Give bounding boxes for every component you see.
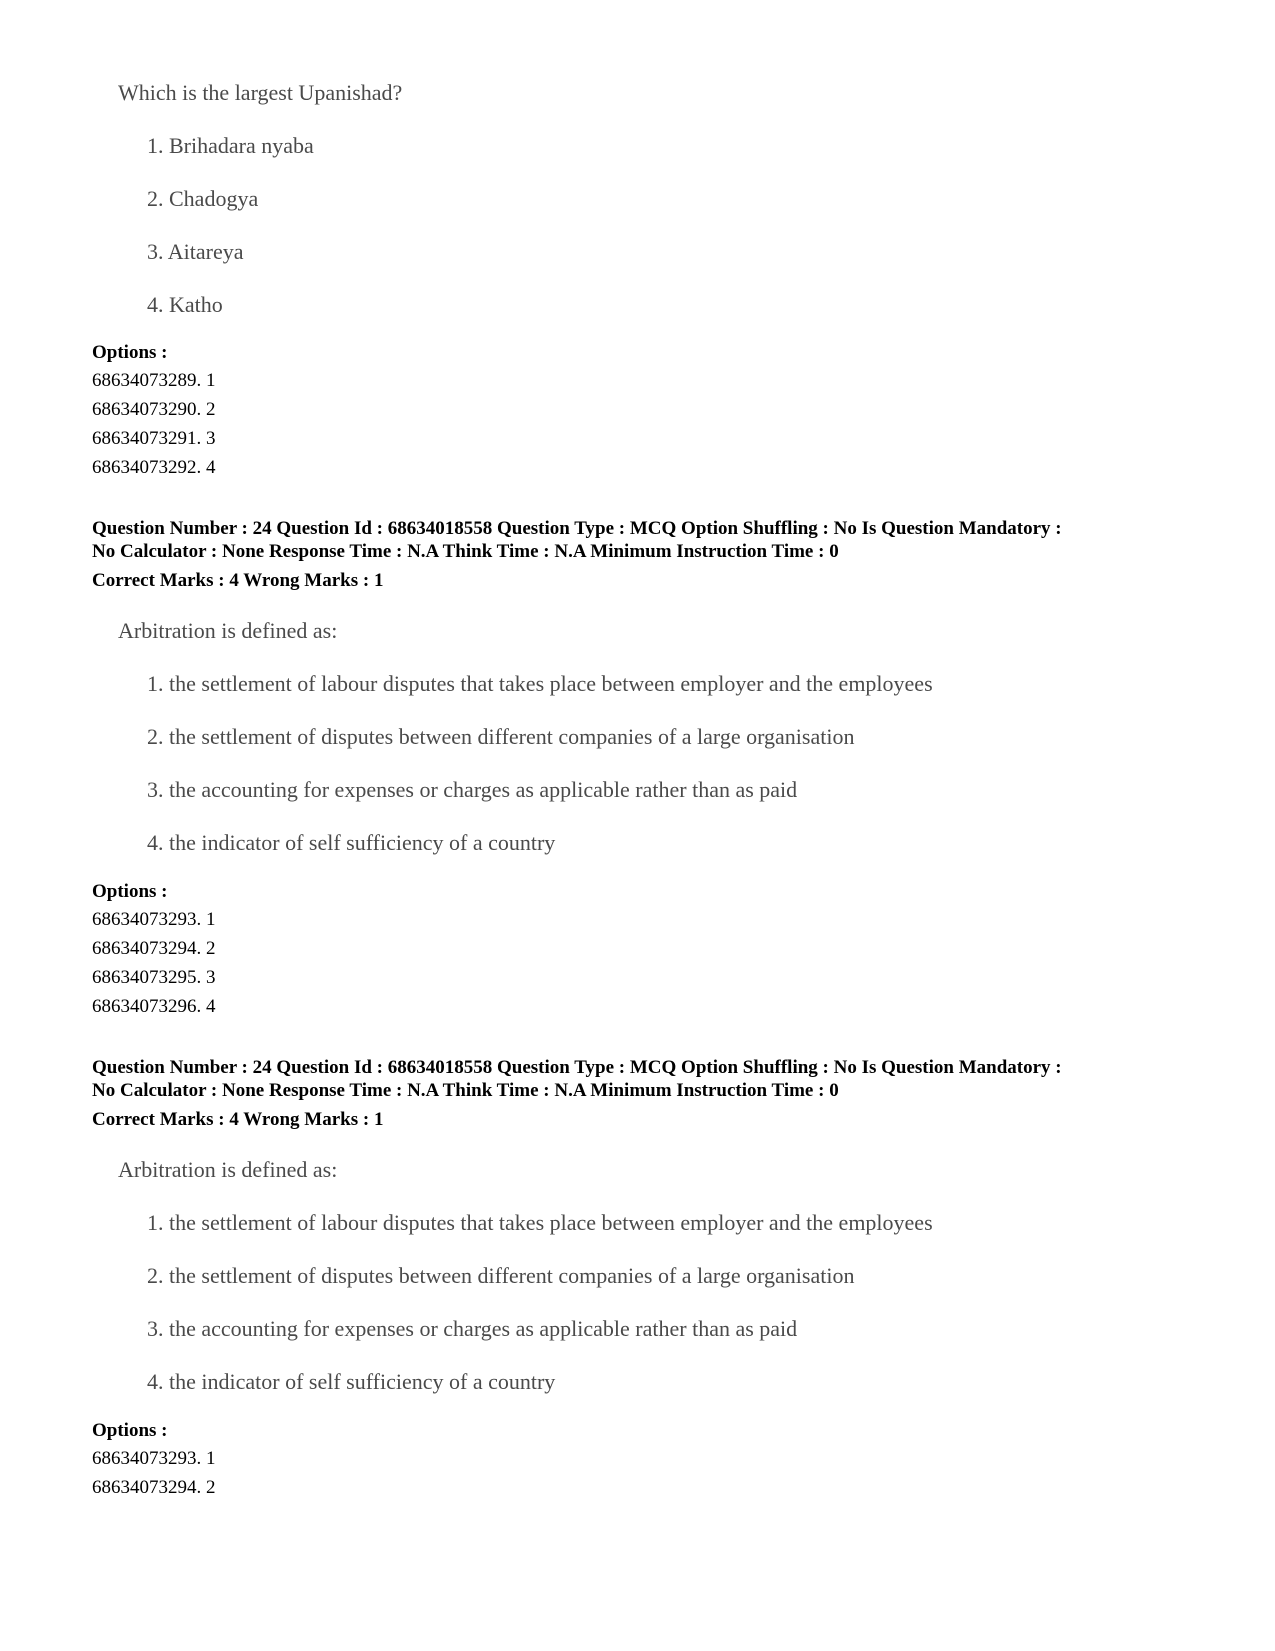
option-id: 68634073293. 1 [92, 909, 216, 930]
answer-choice: 2. the settlement of disputes between different companies of a large organisation [147, 724, 855, 749]
question-meta: No Calculator : None Response Time : N.A Think Time : N.A Minimum Instruction Time : 0 [92, 1080, 839, 1101]
option-id: 68634073289. 1 [92, 370, 216, 391]
answer-choice: 3. the accounting for expenses or charges as applicable rather than as paid [147, 1316, 798, 1341]
option-id: 68634073290. 2 [92, 399, 216, 420]
option-id: 68634073292. 4 [92, 457, 216, 478]
option-id: 68634073293. 1 [92, 1448, 216, 1469]
question-meta: Question Number : 24 Question Id : 68634018558 Question Type : MCQ Option Shuffling : No Is Question Mandatory : [92, 518, 1062, 539]
answer-choice: 4. the indicator of self sufficiency of a country [147, 830, 556, 855]
question-text: Which is the largest Upanishad? [118, 80, 403, 105]
option-id: 68634073294. 2 [92, 1477, 216, 1498]
answer-choice: 1. Brihadara nyaba [147, 133, 314, 158]
answer-choice: 3. Aitareya [147, 239, 244, 264]
question-meta: Question Number : 24 Question Id : 68634018558 Question Type : MCQ Option Shuffling : No Is Question Mandatory : [92, 1057, 1062, 1078]
options-label: Options : [92, 1420, 168, 1441]
option-id: 68634073295. 3 [92, 967, 216, 988]
question-meta: No Calculator : None Response Time : N.A Think Time : N.A Minimum Instruction Time : 0 [92, 541, 839, 562]
answer-choice: 4. Katho [147, 292, 223, 317]
question-marks: Correct Marks : 4 Wrong Marks : 1 [92, 570, 384, 591]
option-id: 68634073294. 2 [92, 938, 216, 959]
option-id: 68634073291. 3 [92, 428, 216, 449]
answer-choice: 2. the settlement of disputes between different companies of a large organisation [147, 1263, 855, 1288]
options-label: Options : [92, 342, 168, 363]
answer-choice: 2. Chadogya [147, 186, 259, 211]
answer-choice: 1. the settlement of labour disputes that takes place between employer and the employees [147, 1210, 933, 1235]
question-marks: Correct Marks : 4 Wrong Marks : 1 [92, 1109, 384, 1130]
options-label: Options : [92, 881, 168, 902]
answer-choice: 3. the accounting for expenses or charges as applicable rather than as paid [147, 777, 798, 802]
question-text: Arbitration is defined as: [118, 618, 338, 643]
answer-choice: 1. the settlement of labour disputes that takes place between employer and the employees [147, 671, 933, 696]
question-text: Arbitration is defined as: [118, 1157, 338, 1182]
answer-choice: 4. the indicator of self sufficiency of a country [147, 1369, 556, 1394]
option-id: 68634073296. 4 [92, 996, 216, 1017]
